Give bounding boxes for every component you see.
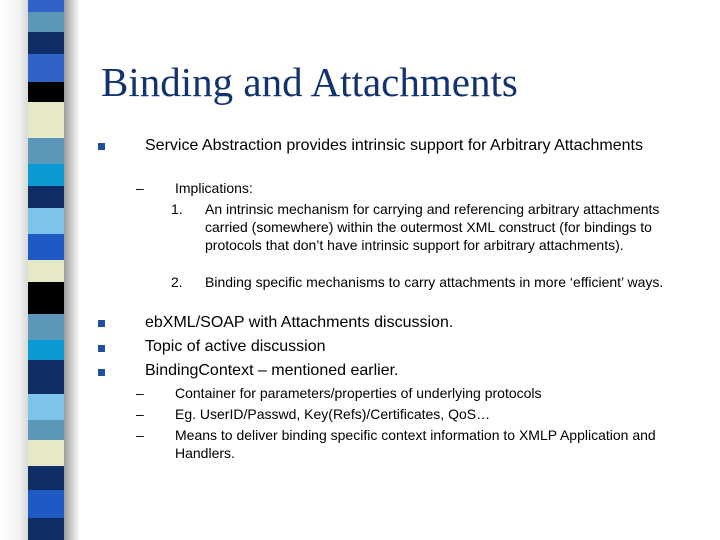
item-number-1: 1. bbox=[171, 201, 183, 217]
point-4-sub-1-text: Container for parameters/properties of underlying protocols bbox=[175, 385, 542, 401]
stripe-block bbox=[28, 164, 64, 186]
point-2-text: ebXML/SOAP with Attachments discussion. bbox=[145, 314, 454, 331]
stripe-block bbox=[28, 138, 64, 164]
bullet-square bbox=[98, 369, 105, 376]
stripe-block bbox=[28, 340, 64, 360]
stripe-block bbox=[28, 102, 64, 138]
stripe-block bbox=[28, 490, 64, 518]
stripe-block bbox=[28, 440, 64, 466]
stripe-block bbox=[28, 82, 64, 102]
stripe-block bbox=[28, 466, 64, 490]
stripe-block bbox=[28, 234, 64, 260]
stripe-block bbox=[28, 186, 64, 208]
dash-marker: – bbox=[136, 180, 144, 196]
stripe-block bbox=[28, 282, 64, 314]
point-1-sub-1-text: Implications: bbox=[175, 180, 253, 196]
stripe-block bbox=[28, 314, 64, 340]
dash-marker: – bbox=[136, 427, 144, 443]
stripe-block bbox=[28, 32, 64, 54]
stripe-block bbox=[28, 360, 64, 394]
dash-marker: – bbox=[136, 385, 144, 401]
bullet-square bbox=[98, 320, 105, 327]
point-3-text: Topic of active discussion bbox=[145, 338, 326, 355]
item-number-2: 2. bbox=[171, 274, 183, 290]
stripe-block bbox=[28, 420, 64, 440]
bullet-square bbox=[98, 143, 105, 150]
stripe-block bbox=[28, 12, 64, 32]
stripe-edge bbox=[0, 0, 28, 540]
stripe-block bbox=[28, 260, 64, 282]
point-4-sub-2-text: Eg. UserID/Passwd, Key(Refs)/Certificates, QoS… bbox=[175, 406, 491, 422]
slide-title: Binding and Attachments bbox=[101, 59, 518, 105]
point-4-sub-3-text: Means to deliver binding specific context information to XMLP Application and Handlers. bbox=[175, 427, 656, 461]
stripe-block bbox=[28, 0, 64, 12]
implication-1-text: An intrinsic mechanism for carrying and referencing arbitrary attachments carried (somewhere) within the outermost XML construct (for bindings to protocols that don’t have intrinsic support for arbitrary attachments). bbox=[205, 201, 660, 253]
bullet-square bbox=[98, 345, 105, 352]
stripe-block bbox=[28, 394, 64, 420]
dash-marker: – bbox=[136, 406, 144, 422]
stripe-block bbox=[28, 208, 64, 234]
point-4-text: BindingContext – mentioned earlier. bbox=[145, 362, 399, 379]
stripe-blocks bbox=[28, 0, 64, 540]
decorative-stripe bbox=[0, 0, 80, 540]
point-1-text: Service Abstraction provides intrinsic support for Arbitrary Attachments bbox=[145, 137, 643, 154]
implication-2-text: Binding specific mechanisms to carry attachments in more ‘efficient’ ways. bbox=[205, 274, 664, 290]
stripe-block bbox=[28, 54, 64, 82]
stripe-block bbox=[28, 518, 64, 540]
stripe-shadow bbox=[64, 0, 80, 540]
